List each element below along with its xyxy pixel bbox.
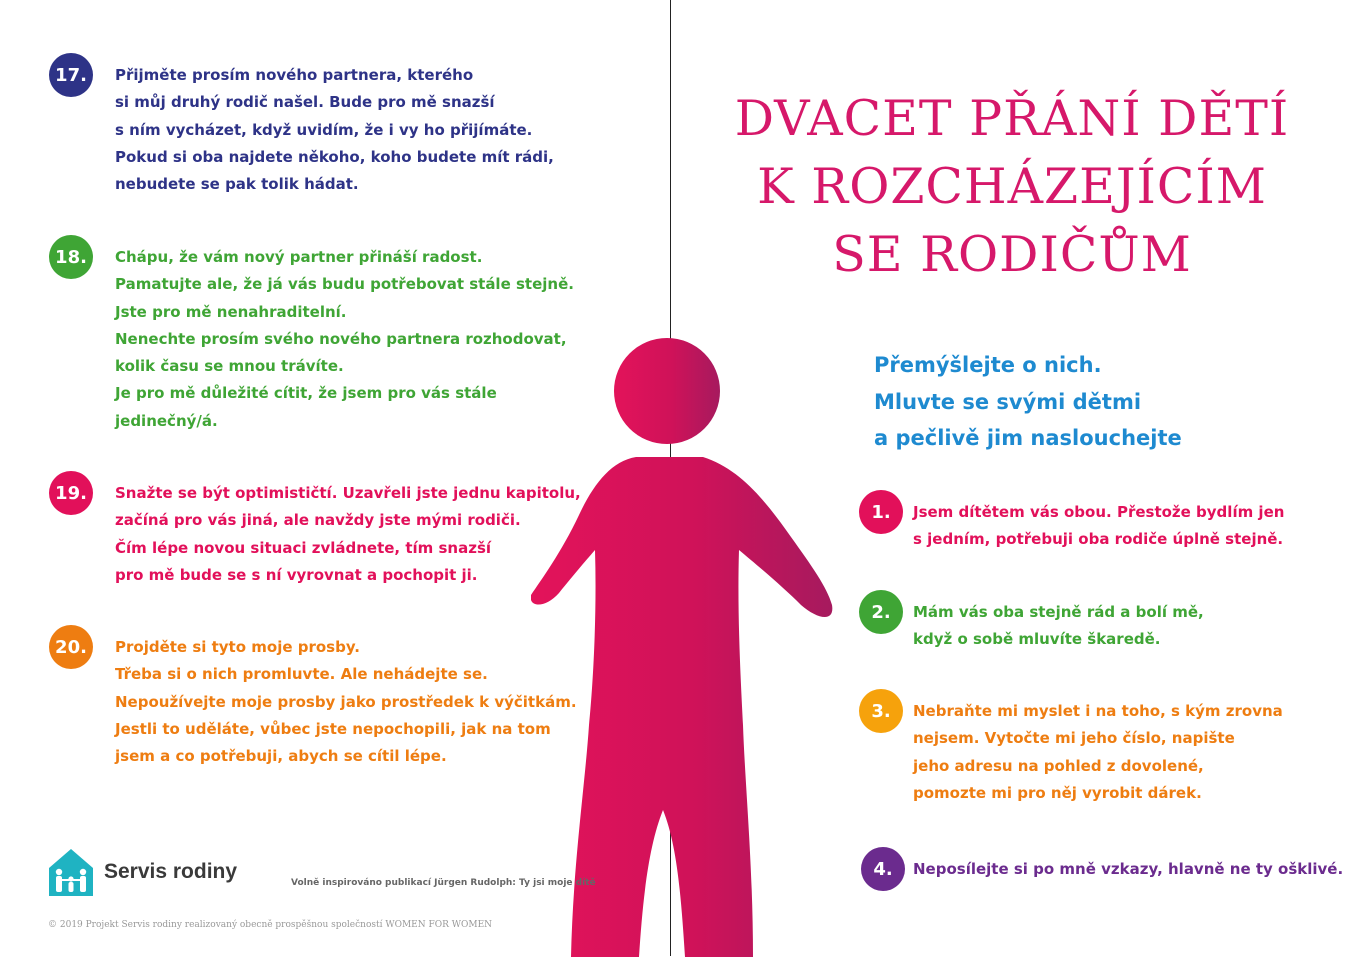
servis-rodiny-logo	[48, 848, 237, 896]
item-4-badge: 4.	[861, 847, 905, 891]
poster-subtitle: Přemýšlejte o nich. Mluvte se svými dětmi a pečlivě jim naslouchejte	[874, 353, 1182, 450]
figure-head	[614, 338, 720, 444]
family-house-icon	[48, 848, 94, 896]
item-2-text: Mám vás oba stejně rád a bolí mě, když o sobě mluvíte škaredě.	[913, 603, 1204, 649]
item-4-text: Neposílejte si po mně vzkazy, hlavně ne ty ošklivé.	[913, 860, 1344, 878]
item-3-badge: 3.	[859, 689, 903, 733]
item-2-badge: 2.	[859, 590, 903, 634]
item-18-badge: 18.	[49, 235, 93, 279]
child-figure-illustration	[531, 325, 841, 965]
poster-title: DVACET PŘÁNÍ DĚTÍ K ROZCHÁZEJÍCÍM SE RODIČŮM	[734, 90, 1290, 283]
copyright-notice: © 2019 Projekt Servis rodiny realizovaný obecně prospěšnou společností WOMEN FOR WOMEN	[48, 920, 493, 930]
item-17-text: Přijměte prosím nového partnera, kterého si můj druhý rodič našel. Bude pro mě snazší s ním vycházet, když uvidím, že i vy ho přijímáte. Pokud si oba najdete někoho, koho budete mít rádi, nebudete se pak tolik hádat.	[115, 66, 554, 194]
item-17-badge: 17.	[49, 53, 93, 97]
inspiration-credit: Volně inspirováno publikací Jürgen Rudolph: Ty jsi moje dítě	[291, 878, 596, 888]
item-1-text: Jsem dítětem vás obou. Přestože bydlím jen s jedním, potřebuji oba rodiče úplně stejně.	[913, 503, 1285, 549]
item-20-badge: 20.	[49, 625, 93, 669]
item-19-badge: 19.	[49, 471, 93, 515]
item-3-text: Nebraňte mi myslet i na toho, s kým zrovna nejsem. Vytočte mi jeho číslo, napište jeho adresu na pohled z dovolené, pomozte mi pro něj vyrobit dárek.	[913, 702, 1283, 802]
item-1-badge: 1.	[859, 490, 903, 534]
logo-name: Servis rodiny	[104, 860, 238, 883]
item-20-text: Projděte si tyto moje prosby. Třeba si o nich promluvte. Ale nehádejte se. Nepoužívejte moje prosby jako prostředek k výčitkám. Jestli to uděláte, vůbec jste nepochopili, jak na tom jsem a co potřebuji, abych se cítil lépe.	[115, 638, 577, 766]
item-19-text: Snažte se být optimističtí. Uzavřeli jste jednu kapitolu, začíná pro vás jiná, ale navždy jste mými rodiči. Čím lépe novou situaci zvládnete, tím snazší pro mě bude se s ní vyrovnat a pochopit ji.	[115, 484, 581, 584]
item-18-text: Chápu, že vám nový partner přináší radost. Pamatujte ale, že já vás budu potřebovat stále stejně. Jste pro mě nenahraditelní. Nenechte prosím svého nového partnera rozhodovat, kolik času se mnou trávíte. Je pro mě důležité cítit, že jsem pro vás stále jedinečný/á.	[115, 248, 574, 430]
